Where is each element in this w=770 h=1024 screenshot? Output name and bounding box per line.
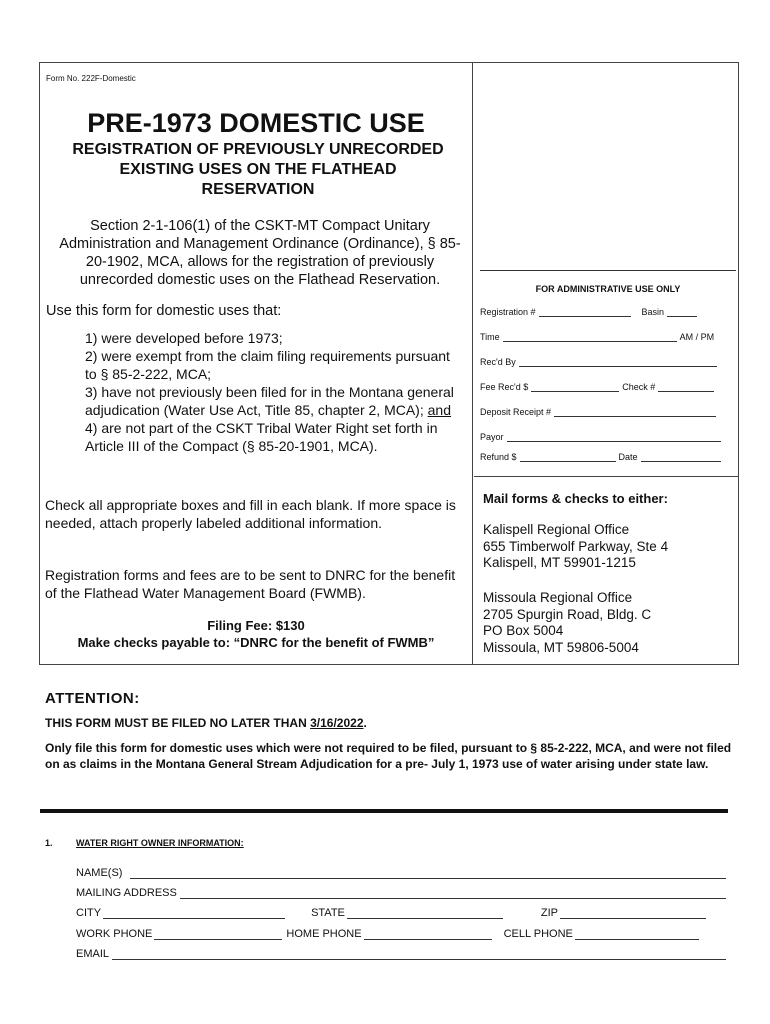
phone-row: [76, 928, 726, 940]
state-field[interactable]: [347, 908, 503, 919]
payor-label: Payor: [480, 432, 504, 442]
fee-recd-label: Fee Rec'd $: [480, 382, 529, 392]
basin-field[interactable]: [667, 308, 697, 317]
city-field[interactable]: [103, 908, 285, 919]
home-phone-label: HOME PHONE: [286, 928, 362, 940]
city-label: CITY: [76, 907, 102, 919]
names-field[interactable]: [130, 868, 726, 879]
submission-paragraph: Registration forms and fees are to be sent to DNRC for the benefit of the Flathead Water Management Board (FWMB).: [45, 567, 456, 601]
criteria-item-text: 3) have not previously been filed for in the Montana general adjudication (Water Use Act, Title 85, chapter 2, MCA);: [85, 384, 454, 418]
address-line: 2705 Spurgin Road, Bldg. C: [483, 606, 652, 622]
email-field[interactable]: [112, 949, 726, 960]
recd-by-label: Rec'd By: [480, 357, 516, 367]
email-label: EMAIL: [76, 948, 110, 960]
time-field[interactable]: [503, 333, 677, 342]
state-label: STATE: [311, 907, 345, 919]
email-row: [76, 948, 726, 960]
ordinance-paragraph: Section 2-1-106(1) of the CSKT-MT Compact Unitary Administration and Management Ordinance (Ordinance), § 85-20-1902, MCA, allows for the registration of previously unrecorded domestic uses on the Flathead Reservation.: [59, 218, 461, 288]
registration-field[interactable]: [539, 308, 631, 317]
check-no-label: Check #: [622, 382, 656, 392]
eligibility-notice: Only file this form for domestic uses which were not required to be filed, pursuant to § 85-2-222, MCA, and were not filed on as claims in the Montana General Stream Adjudication for a pre- July 1, 1973 use of water arising under state law.: [45, 741, 732, 771]
basin-label: Basin: [641, 307, 665, 317]
admin-time-row: [480, 332, 730, 342]
address-line: Missoula, MT 59806-5004: [483, 639, 639, 655]
zip-label: ZIP: [540, 907, 559, 919]
address-line: Kalispell, MT 59901-1215: [483, 555, 636, 570]
section-title: WATER RIGHT OWNER INFORMATION:: [76, 838, 244, 848]
subtitle-line: RESERVATION: [201, 181, 315, 198]
use-for-heading: Use this form for domestic uses that:: [46, 303, 282, 319]
filing-fee: Filing Fee: $130: [207, 618, 305, 633]
admin-bottom-rule: [474, 476, 739, 477]
check-no-field[interactable]: [658, 383, 714, 392]
criteria-item: 1) were developed before 1973;: [85, 330, 283, 346]
criteria-list: [85, 329, 465, 455]
mailing-row: [76, 887, 726, 899]
section-number: 1.: [45, 838, 53, 848]
kalispell-office: [483, 522, 668, 572]
admin-top-rule: [480, 270, 736, 271]
refund-field[interactable]: [520, 453, 616, 462]
admin-registration-row: [480, 307, 730, 317]
payable-to: Make checks payable to: “DNRC for the benefit of FWMB”: [77, 635, 435, 650]
payor-field[interactable]: [507, 433, 721, 442]
admin-payor-row: [480, 432, 730, 442]
am-pm-label: AM / PM: [679, 332, 715, 342]
criteria-item: 4) are not part of the CSKT Tribal Water Right set forth in Article III of the Compact (§ 85-20-1901, MCA).: [85, 420, 438, 454]
work-phone-label: WORK PHONE: [76, 928, 153, 940]
instructions-paragraph: Check all appropriate boxes and fill in each blank. If more space is needed, attach properly labeled additional information.: [45, 497, 456, 531]
header-column-divider: [472, 62, 473, 665]
deposit-label: Deposit Receipt #: [480, 407, 552, 417]
time-label: Time: [480, 332, 500, 342]
admin-recd-row: [480, 357, 730, 367]
address-line: PO Box 5004: [483, 623, 564, 638]
zip-field[interactable]: [560, 908, 706, 919]
deadline-notice: [45, 716, 367, 730]
criteria-and: and: [427, 402, 451, 418]
address-line: Missoula Regional Office: [483, 590, 633, 605]
refund-label: Refund $: [480, 452, 517, 462]
admin-fee-row: [480, 382, 730, 392]
fee-recd-field[interactable]: [531, 383, 619, 392]
deposit-field[interactable]: [554, 408, 716, 417]
home-phone-field[interactable]: [364, 929, 492, 940]
cell-phone-field[interactable]: [575, 929, 699, 940]
subtitle-line: REGISTRATION OF PREVIOUSLY UNRECORDED: [72, 141, 444, 158]
mailing-field[interactable]: [180, 888, 726, 899]
admin-title: FOR ADMINISTRATIVE USE ONLY: [535, 284, 681, 294]
criteria-item: [85, 383, 465, 419]
fee-block: [40, 617, 472, 651]
missoula-office: [483, 590, 651, 656]
date-field[interactable]: [641, 453, 721, 462]
deadline-date: 3/16/2022: [310, 716, 364, 730]
deadline-suffix: .: [363, 716, 367, 730]
cell-phone-label: CELL PHONE: [503, 928, 573, 940]
date-label: Date: [618, 452, 638, 462]
city-row: [76, 907, 726, 919]
form-title: PRE-1973 DOMESTIC USE: [87, 108, 425, 138]
admin-deposit-row: [480, 407, 730, 417]
subtitle-line: EXISTING USES ON THE FLATHEAD: [119, 161, 397, 178]
form-subtitle: [48, 140, 468, 200]
address-line: 655 Timberwolf Parkway, Ste 4: [483, 538, 669, 554]
recd-by-field[interactable]: [519, 358, 717, 367]
form-number: Form No. 222F-Domestic: [46, 74, 136, 83]
names-label: NAME(S): [76, 867, 123, 879]
deadline-prefix: THIS FORM MUST BE FILED NO LATER THAN: [45, 716, 311, 730]
address-line: Kalispell Regional Office: [483, 522, 630, 537]
work-phone-field[interactable]: [154, 929, 282, 940]
criteria-item: 2) were exempt from the claim filing requirements pursuant to § 85-2-222, MCA;: [85, 348, 450, 382]
mail-heading: Mail forms & checks to either:: [483, 491, 668, 506]
mailing-label: MAILING ADDRESS: [76, 887, 177, 899]
section-rule: [40, 809, 728, 813]
registration-label: Registration #: [480, 307, 536, 317]
attention-heading: ATTENTION:: [45, 690, 140, 707]
names-row: [76, 867, 726, 879]
admin-refund-row: [480, 452, 730, 462]
